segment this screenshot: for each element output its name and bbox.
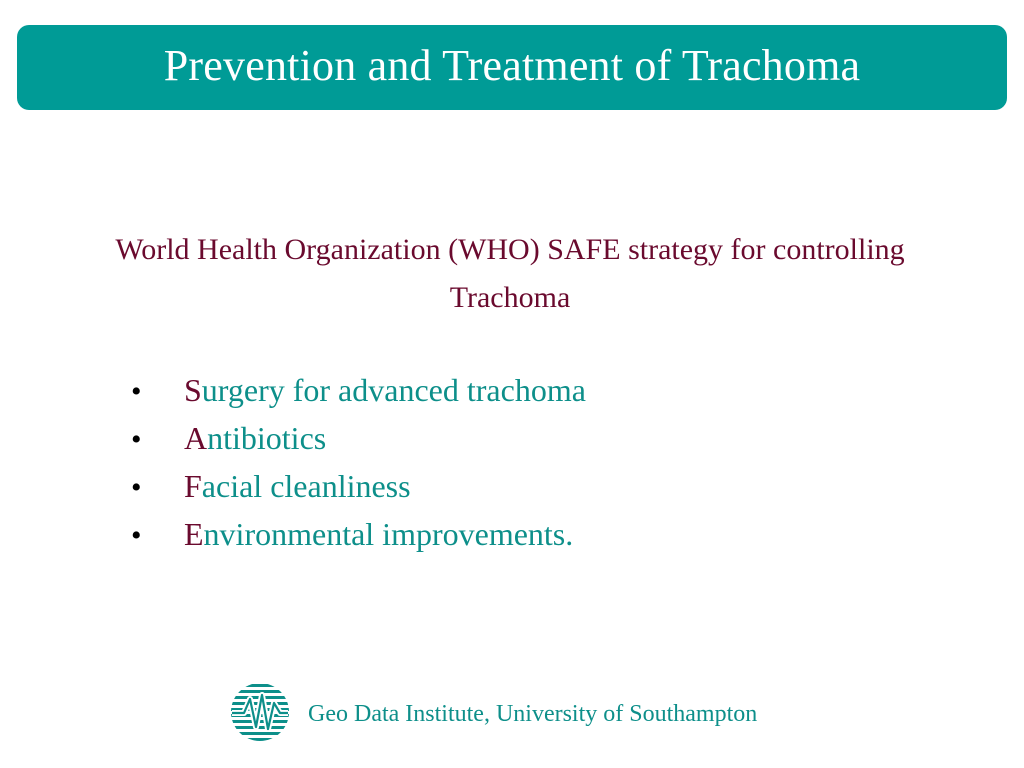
bullet-marker: • [131,423,142,456]
footer-text: Geo Data Institute, University of Southampton [308,701,758,727]
bullet-initial: A [184,420,208,456]
bullet-text: urgery for advanced trachoma [201,372,586,408]
bullet-item [131,462,586,510]
footer [230,682,757,742]
bullet-item [131,510,586,558]
bullet-text: ntibiotics [207,420,327,456]
bullet-initial: S [184,372,202,408]
bullet-text: acial cleanliness [201,468,411,504]
bullet-item [131,366,586,414]
bullet-marker: • [131,375,142,408]
bullet-item [131,414,586,462]
bullet-marker: • [131,519,142,552]
bullet-list [131,366,586,558]
bullet-text: nvironmental improvements. [203,516,574,552]
intro-text: World Health Organization (WHO) SAFE strategy for controlling Trachoma [115,233,905,314]
geo-data-institute-logo-icon [230,682,290,742]
bullet-initial: E [184,516,204,552]
slide-title: Prevention and Treatment of Trachoma [163,40,861,90]
bullet-initial: F [184,468,202,504]
bullet-marker: • [131,471,142,504]
title-bar [17,25,1007,110]
